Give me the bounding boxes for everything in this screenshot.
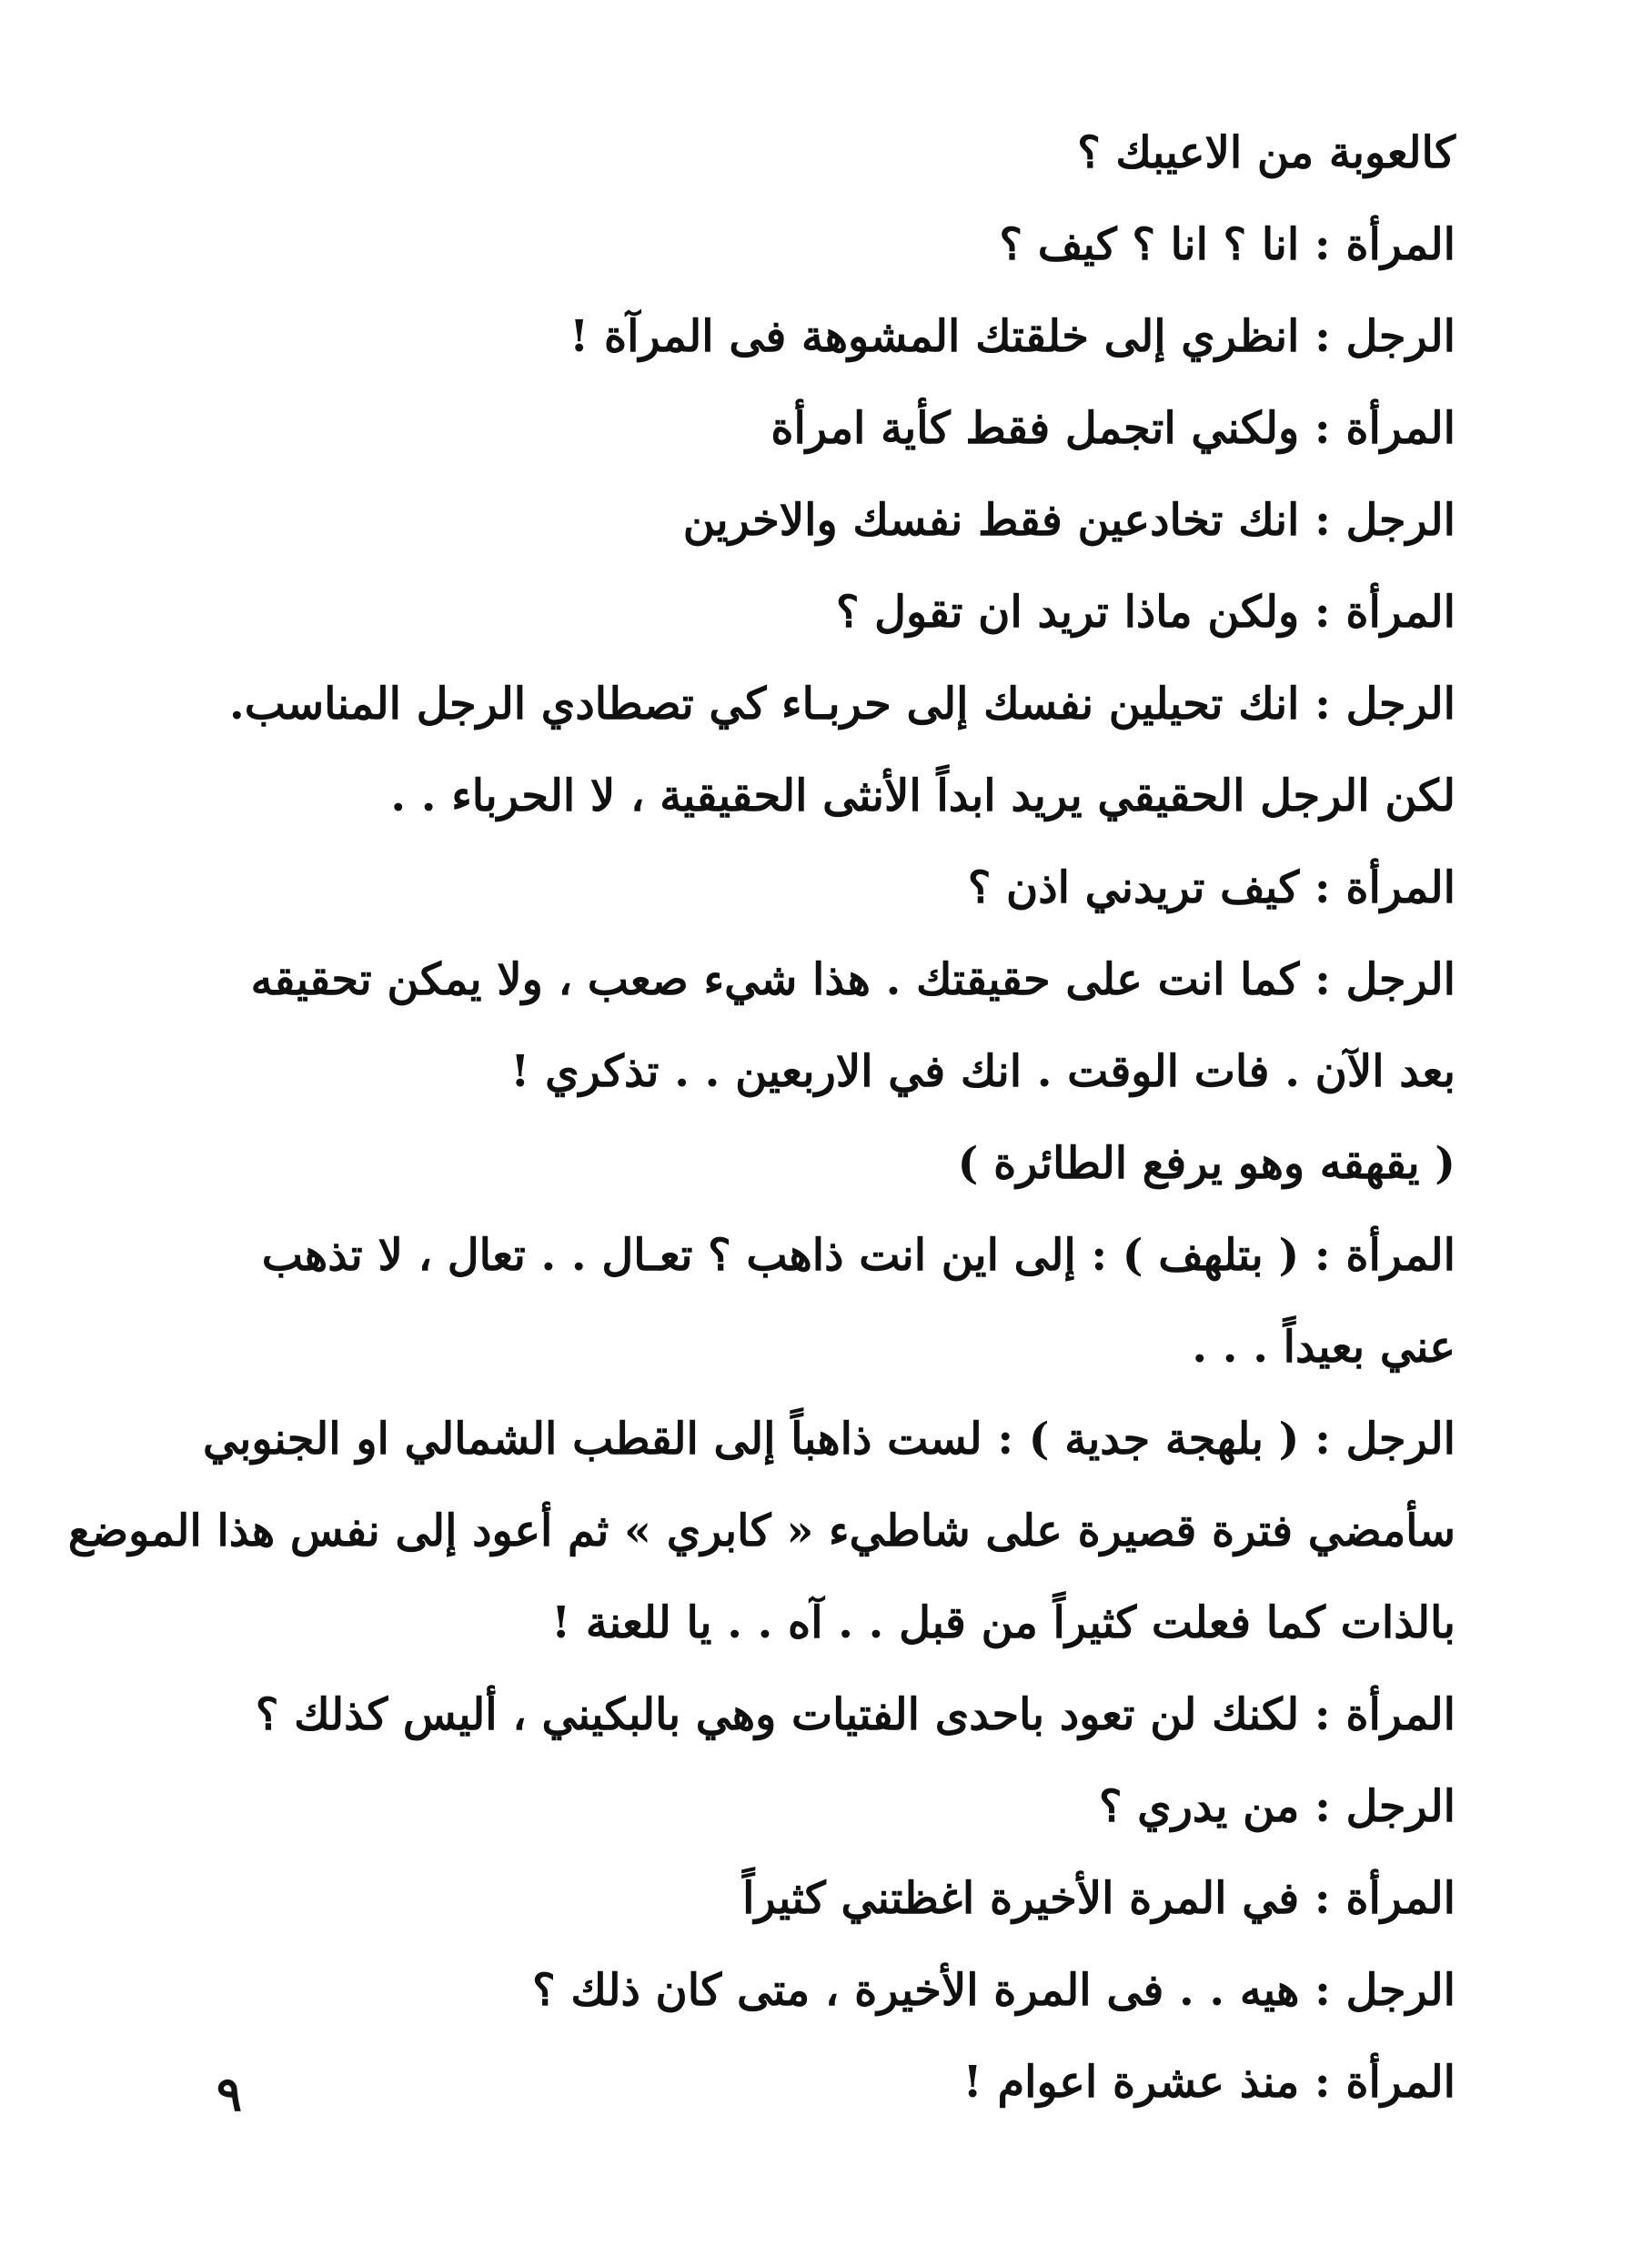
text-line: الرجل : ( بلهجة جدية ) : لست ذاهباً إلى القطب الشمالي او الجنوبي (203, 1414, 1456, 1465)
text-line: المرأة : منذ عشرة اعوام ! (962, 2057, 1456, 2108)
text-line: الرجل : انك تخادعين فقط نفسك والاخرين (682, 495, 1456, 546)
text-line: الرجل : هيه . . فى المرة الأخيرة ، متى كان ذلك ؟ (532, 1965, 1456, 2016)
text-line: الرجل : انك تحيلين نفسك إلى حربـاء كي تصطادي الرجل المناسب. (229, 679, 1456, 730)
text-line: المرأة : لكنك لن تعود باحدى الفتيات وهي بالبكيني ، أليس كذلك ؟ (255, 1689, 1456, 1740)
text-line: كالعوبة من الاعيبك ؟ (1077, 127, 1456, 178)
text-line: لكن الرجل الحقيقي يريد ابداً الأنثى الحقيقية ، لا الحرباء . . (390, 770, 1456, 821)
text-line: الرجل : انظري إلى خلقتك المشوهة فى المرآة ! (569, 311, 1456, 362)
text-line: المرأة : ولكن ماذا تريد ان تقول ؟ (835, 587, 1456, 638)
text-line: الرجل : من يدري ؟ (1098, 1781, 1456, 1832)
text-line: المرأة : في المرة الأخيرة اغظتني كثيراً (742, 1873, 1456, 1924)
text-line: المرأة : كيف تريدني اذن ؟ (967, 862, 1456, 913)
text-line: بالذات كما فعلت كثيراً من قبل . . آه . . يا للعنة ! (551, 1597, 1456, 1648)
text-line: المرأة : انا ؟ انا ؟ كيف ؟ (999, 219, 1456, 270)
stage-direction: ( يقهقه وهو يرفع الطائرة ) (957, 1138, 1456, 1189)
text-line: عني بعيداً . . . (1192, 1322, 1456, 1373)
text-line: بعد الآن . فات الوقت . انك في الاربعين . . تذكري ! (510, 1046, 1456, 1097)
page-number: ٩ (217, 2067, 242, 2122)
text-line: سأمضي فترة قصيرة على شاطيء « كابري » ثم أعود إلى نفس هذا الموضع (67, 1506, 1456, 1556)
text-line: الرجل : كما انت على حقيقتك . هذا شيء صعب ، ولا يمكن تحقيقه (250, 954, 1456, 1005)
text-line: المرأة : ( بتلهف ) : إلى اين انت ذاهب ؟ تعـال . . تعال ، لا تذهب (261, 1230, 1456, 1281)
dialogue-text (67, 107, 1456, 2129)
text-line: المرأة : ولكني اتجمل فقط كأية امرأة (771, 403, 1456, 454)
